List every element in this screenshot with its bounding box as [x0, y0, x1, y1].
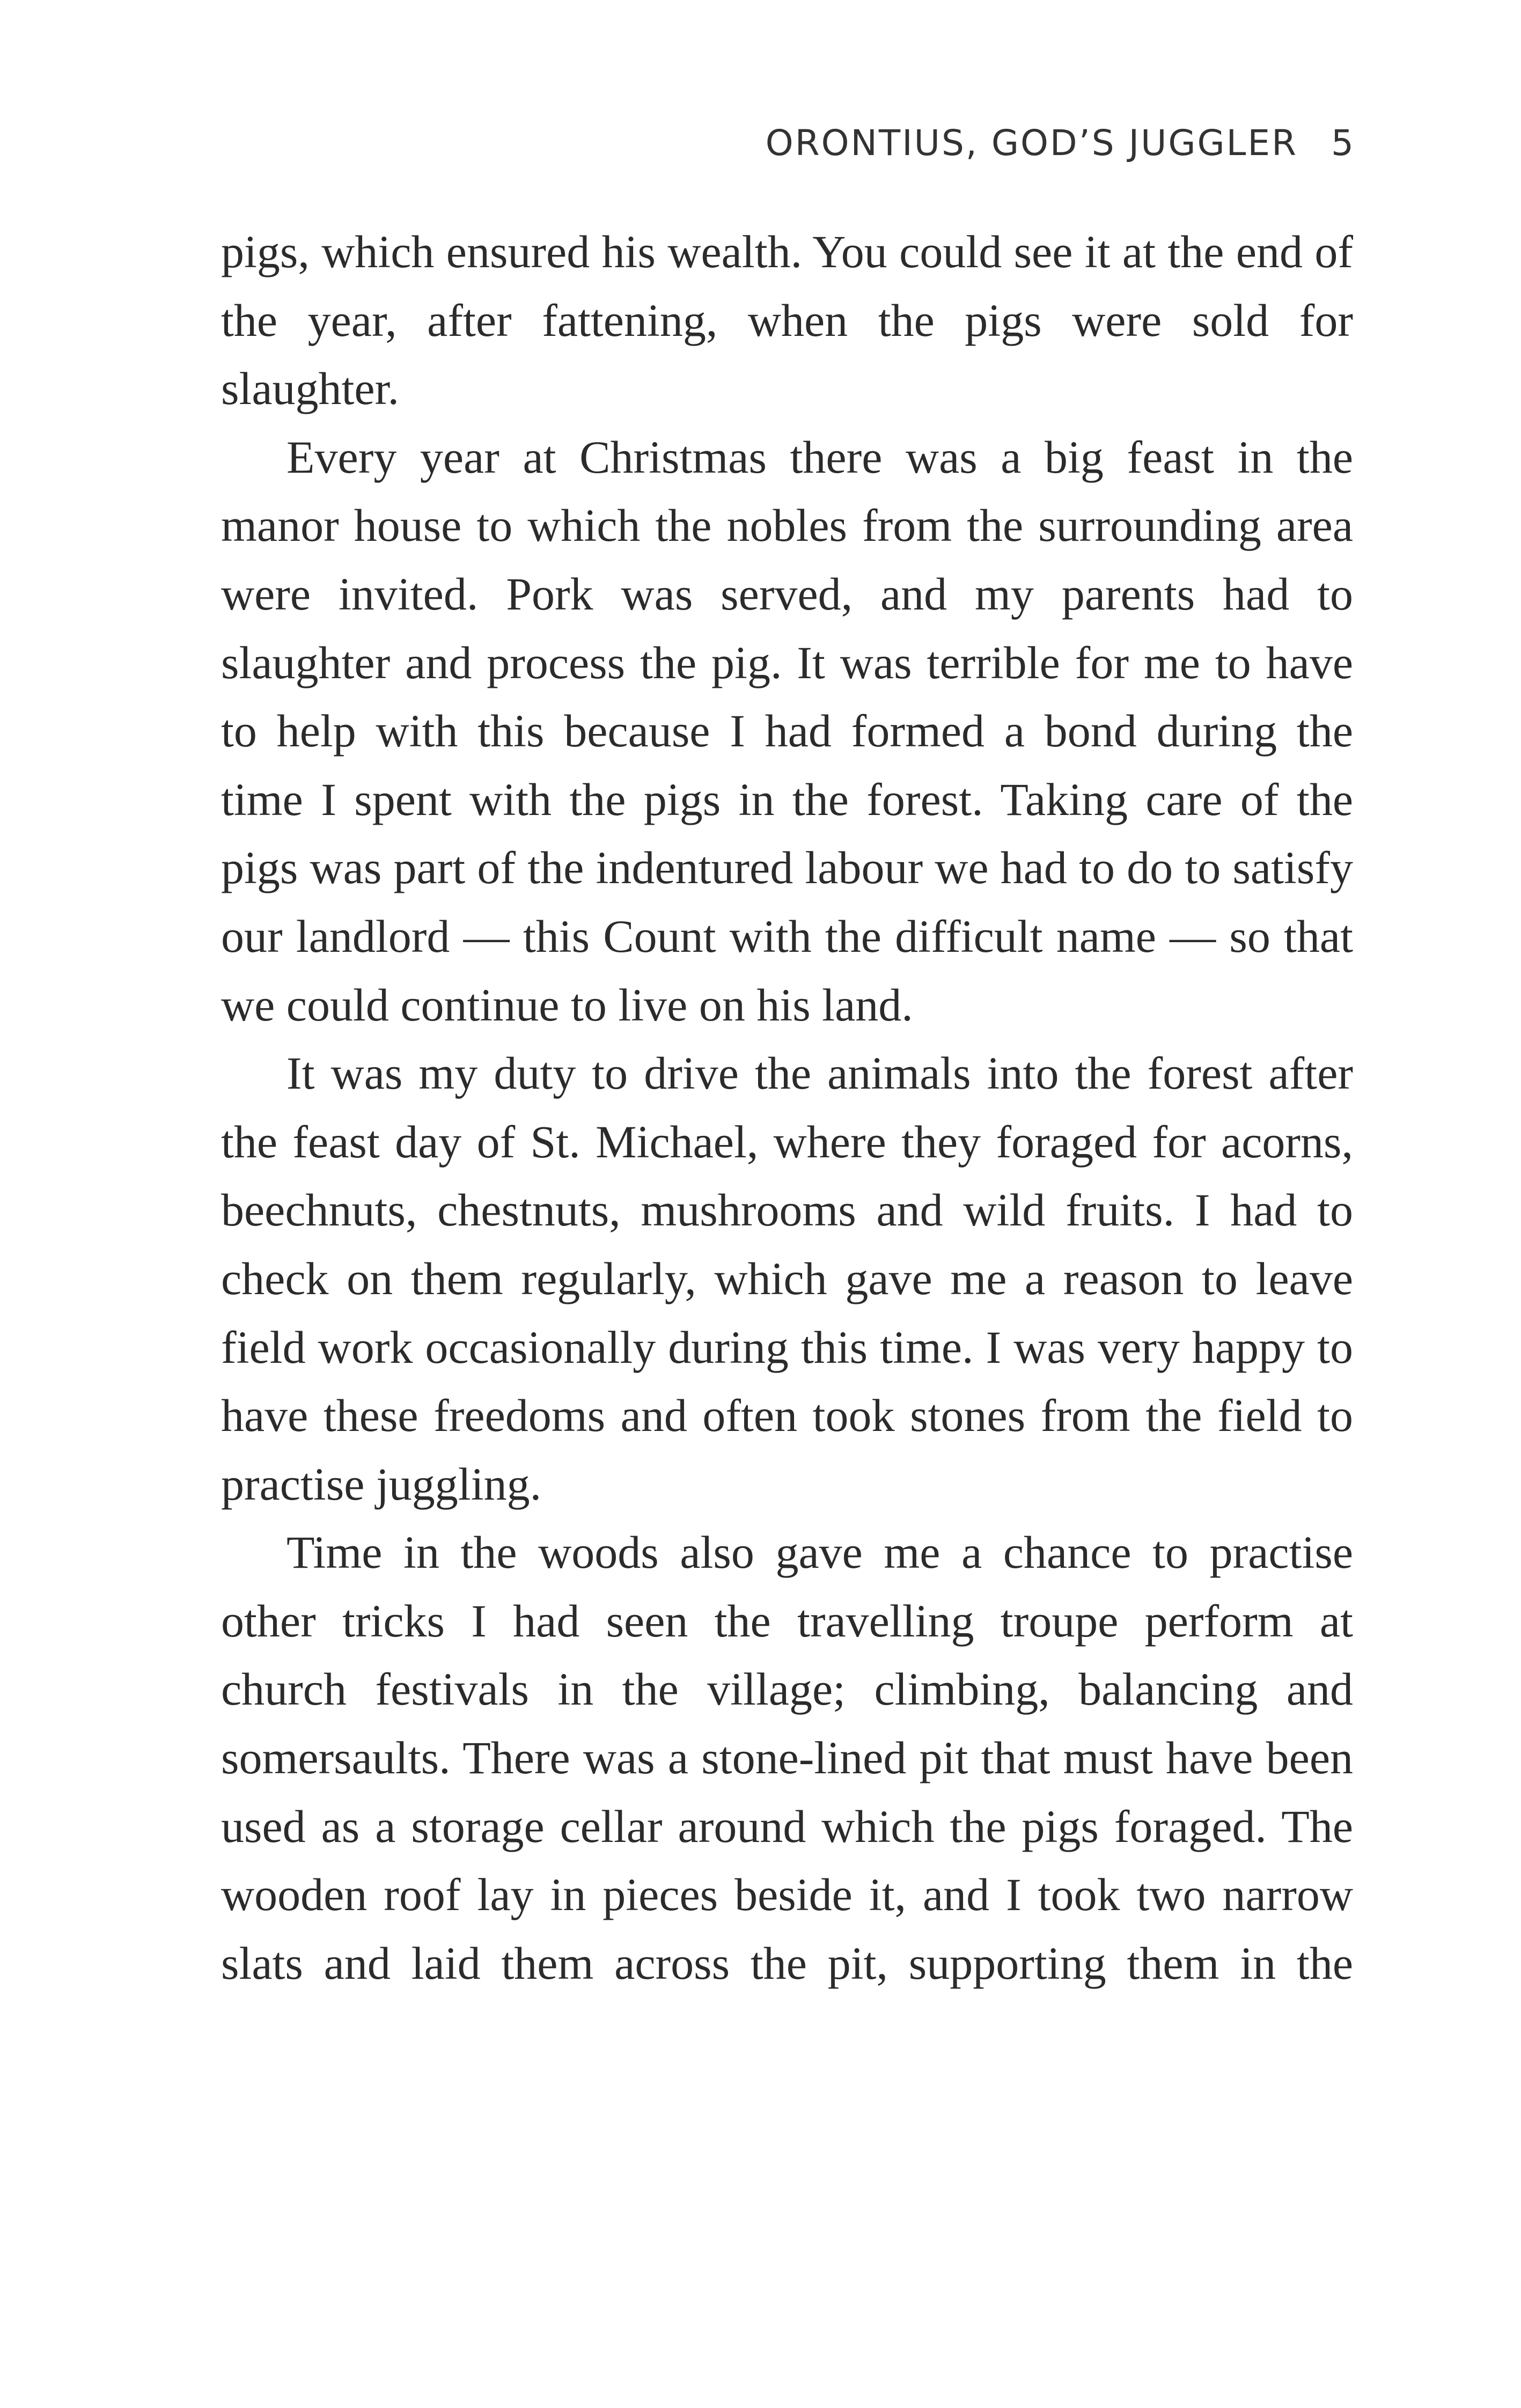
body-text [221, 218, 1353, 1998]
running-head-title: ORONTIUS, GOD’S JUGGLER [765, 122, 1298, 164]
paragraph-christmas-feast: Every year at Christmas there was a big feast in the manor house to which the nobles from the surrounding area were invited. Pork was served, and my parents had to slaughter and process the pig. It was terrible for me to have to help with this because I had formed a bond during the time I spent with the pigs in the forest. Taking care of the pigs was part of the indentured labour we had to do to satisfy our landlord — this Count with the difficult name — so that we could continue to live on his land. [221, 431, 1353, 1031]
paragraph-woods-tricks: Time in the woods also gave me a chance to practise other tricks I had seen the travelling troupe perform at church festivals in the village; climbing, balancing and somersaults. There was a stone-lined pit that must have been used as a storage cellar around which the pigs foraged. The wooden roof lay in pieces beside it, and I took two narrow slats and laid them across the pit, supporting them in the [221, 1526, 1353, 1989]
running-head [766, 122, 1354, 174]
paragraph-forest-duty: It was my duty to drive the animals into the forest after the feast day of St. Michael, where they foraged for acorns, beechnuts, chestnuts, mushrooms and wild fruits. I had to check on them regularly, which gave me a reason to leave field work occasionally during this time. I was very happy to have these freedoms and often took stones from the field to practise juggling. [221, 1047, 1353, 1510]
paragraph-continuation: pigs, which ensured his wealth. You could see it at the end of the year, after fattening, when the pigs were sold for slaughter. [221, 226, 1353, 415]
page-number: 5 [1331, 122, 1354, 164]
